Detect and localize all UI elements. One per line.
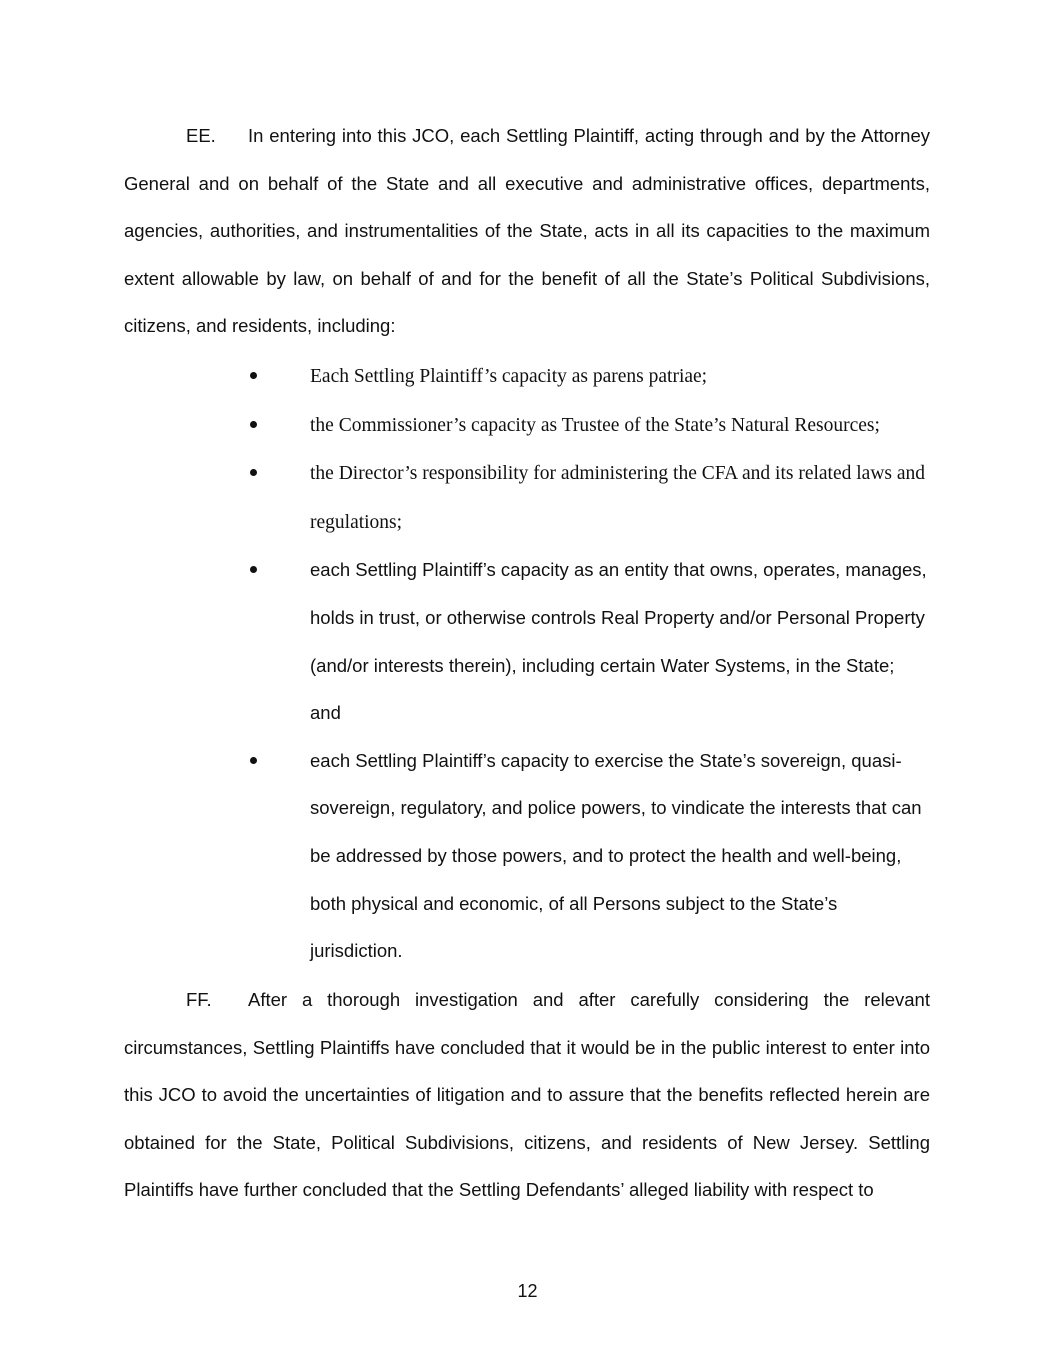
list-item	[248, 546, 930, 736]
list-item	[248, 737, 930, 975]
list-item	[248, 401, 930, 450]
bullet-icon	[250, 372, 257, 379]
bullet-text: the Director’s responsibility for administering the CFA and its related laws and regulations;	[310, 463, 926, 533]
paragraph-ee-text: In entering into this JCO, each Settling Plaintiff, acting through and by the Attorney General and on behalf of the State and all executive and administrative offices, departments, agencies, authorities, and instrumentalities of the State, acts in all its capacities to the maximum extent allowable by law, on behalf of and for the benefit of all the State’s Political Subdivisions, citizens, and residents, including:	[124, 125, 930, 337]
paragraph-ff-label: FF.	[186, 989, 212, 1010]
list-item	[248, 352, 930, 401]
list-item	[248, 449, 930, 546]
bullet-text: each Settling Plaintiff’s capacity to exercise the State’s sovereign, quasi-sovereign, regulatory, and police powers, to vindicate the interests that can be addressed by those powers, and to protect the health and well-being, both physical and economic, of all Persons subject to the State’s jurisdiction.	[310, 749, 922, 962]
bullet-icon	[250, 566, 257, 573]
paragraph-ff	[124, 976, 930, 1214]
bullet-text: Each Settling Plaintiff’s capacity as parens patriae;	[310, 366, 708, 387]
capacities-bullet-list	[248, 352, 930, 975]
bullet-text: each Settling Plaintiff’s capacity as an entity that owns, operates, manages, holds in trust, or otherwise controls Real Property and/or Personal Property (and/or interests therein), including certain Water Systems, in the State; and	[310, 559, 927, 724]
paragraph-ee-label: EE.	[186, 125, 216, 146]
bullet-icon	[250, 421, 257, 428]
paragraph-ee	[124, 112, 930, 350]
page-number: 12	[517, 1281, 538, 1301]
bullet-icon	[250, 757, 257, 764]
bullet-icon	[250, 469, 257, 476]
paragraph-ff-text: After a thorough investigation and after carefully considering the relevant circumstances, Settling Plaintiffs have concluded that it would be in the public interest to enter into this JCO to avoid the uncertainties of litigation and to assure that the benefits reflected herein are obtained for the State, Political Subdivisions, citizens, and residents of New Jersey. Settling Plaintiffs have further concluded that the Settling Defendants’ alleged liability with respect to	[124, 989, 930, 1201]
bullet-text: the Commissioner’s capacity as Trustee of the State’s Natural Resources;	[310, 414, 880, 436]
